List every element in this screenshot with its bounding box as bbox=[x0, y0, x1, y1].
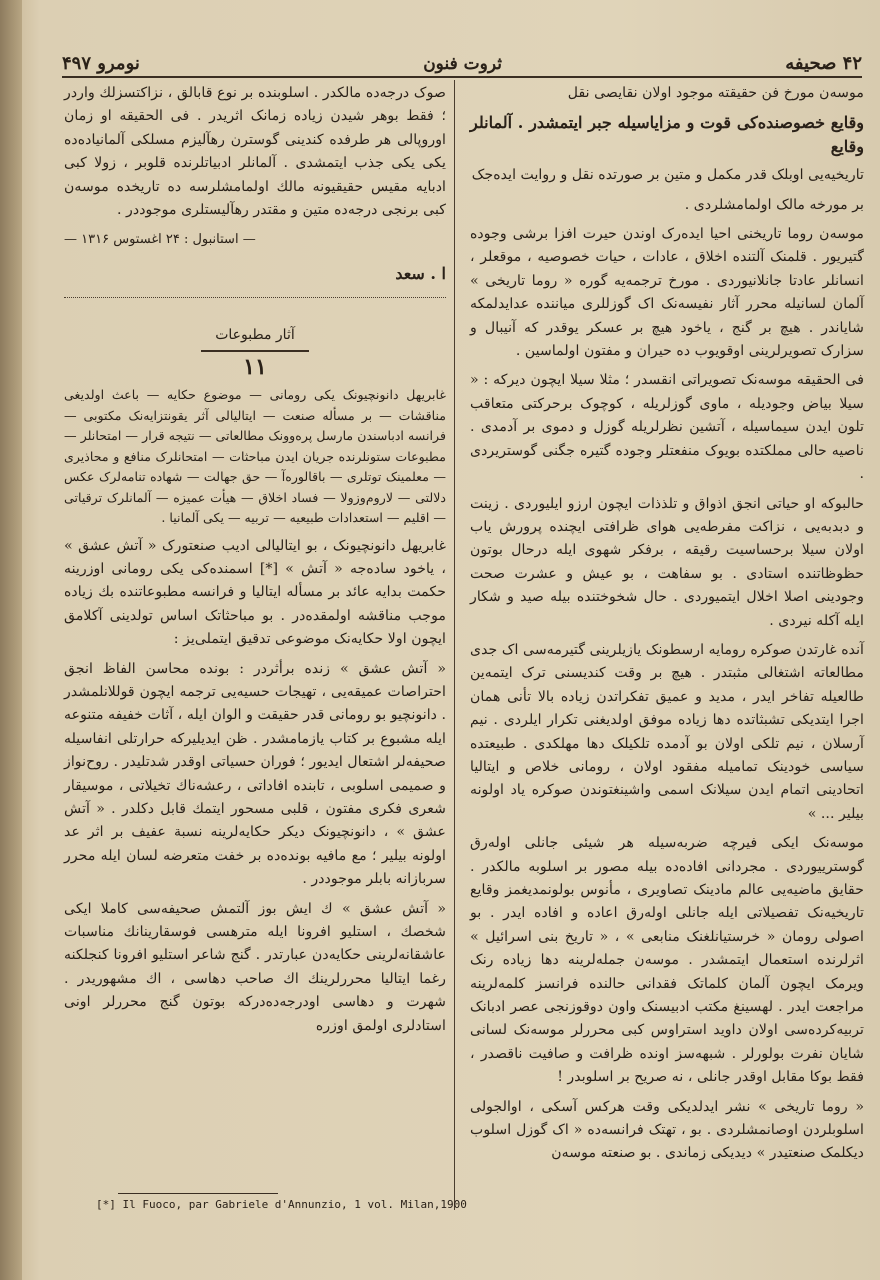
section-title: آثار مطبوعات bbox=[201, 324, 309, 351]
right-paragraph-5: موسه‌نک ایکی فیرچه ضربه‌سیله هر شیئی جانلی اوله‌رق گوسترییوردی . مجردانی افاده‌ده بیله مصور بر اسلوبه مالکدر . حقایق ماضیه‌یی عالم مادینک تصاویری ، مأنوس بولونمدیغمز وقایع تاریخیه‌نک تفصیلاتی ایله جانلی اوله‌رق اعاده و افاده ایدر . بو اصولی رومان « خرستیانلغنک منابعی » ، « تاریخ بنی اسرائیل » اثرلرنده استعمال ایتمشدر . موسه‌ن جمله‌لرینه دها زیاده رنک ویرمک ایچون آلمان کلماتک فقدانی حالنده فرانسز کلمه‌لرینه مراجعت ایدر . لهسینغ مکتب ادبیسنک واون دوقوزنجی عصر ادبانک تربیه‌کرده‌سی اولان داوید استراوس کبی محررلر موسه‌نک لسانی شایان نفرت بولورلر . شبهه‌سز اونده ظرافت و صافیت ناقصدر ، فقط بوکا مقابل اوقدر جانلی ، نه صریح بر اسلوبدر ! bbox=[470, 835, 864, 1086]
right-line-1: موسه‌ن مورخ فن حقیقته موجود اولان نقایصی نقل bbox=[567, 85, 864, 101]
right-column bbox=[470, 82, 864, 1172]
header-page-label bbox=[785, 53, 862, 74]
left-column bbox=[64, 82, 446, 1044]
right-line-3: تاریخیه‌یی اوبلک قدر مکمل و متین بر صورتده نقل و روایت ایده‌جک bbox=[471, 167, 864, 184]
right-line-4: بر مورخه مالک اولمامشلردی . bbox=[684, 196, 864, 213]
header-rule bbox=[62, 76, 862, 78]
right-paragraph-3: حالبوکه او حیاتی انجق اذواق و تلذذات ایچون ارزو ایلیوردی . زینت و دبدبه‌یی ، نزاکت مفرطه‌یی هوای ظرافتی ایچنده پرورش یاب اولان سیلا برحساسیت رقیقه ، برفکر شهوی ایله درحال بوتون حظوظاتنده استادی . بو سفاهت ، بو عیش و عشرت صحت وجودینی اصلا اخلال ایتمیوردی . حال شخوختنده بیله صید و شکار ایله آکله نیردی . bbox=[470, 495, 864, 629]
header-title: ثروت فنون bbox=[423, 54, 502, 74]
footnote: [*] Il Fuoco, par Gabriele d'Annunzio, 1 vol. Milan,1900 bbox=[96, 1198, 467, 1211]
header-issue-number: ۴۹۷ bbox=[62, 53, 92, 74]
right-paragraph-6: « روما تاریخی » نشر ایدلدیکی وقت هرکس آسکی ، اوالجولی اسلوبلردن اوصانمشلردی . بو ، تهتک فرانسه‌ده « اک گوزل اسلوب دیکلمک صنعتیدر » دیدیکی زماندی . بو صنعته موسه‌ن bbox=[470, 1098, 864, 1162]
section-number: ۱۱ bbox=[243, 353, 267, 380]
left-paragraph-3: « آتش عشق » ك ایش بوز آلتمش صحیفه‌سی کاملا ایکی شخصك ، استلیو افرونا ایله مترهسی فوسقارینانك مناسبات عاشقانه‌لرینی حکایه‌دن عبارتدر . گنج شاعر استلیو افرونا کنجلکنه رغما ایتالیا محررلرینك اك صاحب دهاسی ، اك مشهوریدر . شهرت و دهاسی اودرجه‌ده‌درکه بوتون گنج محررلر اونی استادلری اولمق اوزره bbox=[64, 900, 446, 1034]
right-paragraph-2: فی الحقیقه موسه‌نک تصویراتی انقسدر ؛ مثلا سیلا ایچون دیرکه : « سیلا بیاض وجودیله ، ماوی گوزلریله ، کوچوک برحرکتی متعاقب تلون ایدن سیماسیله ، آتشین نظرلریله گوزل و دموی بر آدمدی . ناصیه حالی مملکتده بویوک منفعتلر وجوده گتیره جگنی گوستریردی . bbox=[470, 372, 864, 483]
left-intro-paragraph: صوک درجه‌ده مالکدر . اسلوبنده بر نوع قابالق ، نزاکتسزلك واردر ؛ فقط بوهر شیدن زیاده زمانک اثریدر . فی الحقیقه او زمان اوروپالی هر طرفده کندینی گوسترن رهآلیزم مسلکی آلمانیاده‌ده یکی یکی جذب ایتمشدی . آلمانلر ادبیاتلرنده قلوبر ، زولا کبی ادبایه مقیس حقیقیونه مالك اولمامشلرسه ده تاریخده موسه‌ن کبی برنجی درجه‌ده متین و مقتدر رهآلیستلری موجوددر . bbox=[64, 85, 446, 219]
right-line-2: وقایع خصوصنده‌کی قوت و مزایاسیله جبر ایتمشدر . آلمانلر وقایع bbox=[470, 113, 864, 156]
author-initials: ا . سعد bbox=[395, 263, 446, 283]
section-heading bbox=[64, 324, 446, 379]
header-section-word: صحیفه bbox=[785, 53, 837, 74]
left-paragraph-2: « آتش عشق » زنده برأثردر : بونده محاسن الفاظ انجق احتراصات عمیقه‌یی ، تهیجات حسیه‌یی ترجمه ایچون قوللانلمشدر . دانونچیو بو رومانی قدر حقیقت و الوان ایله ، آثات خفیفه متنوعه ایله مشبوع بر کتاب یازمامشدر . ظن ایدیلیرکه حرارتلی انفاسیله صحیفه‌لر اشتعال ایدیور ؛ فوران حسیاتی اوقدر شدتلیدر . روح‌نواز و صمیمی اسلوبی ، تابنده افاداتی ، رعشه‌ناك تخیلاتی ، موسیقار شعری فکری مفتون ، قلبی مسحور ایتمك قابل دکلدر . « آتش عشق » ، دانونچیونک دیکر حکایه‌لرینه نسبة عفیف بر اثر عد اولونه بیلیر ؛ مع مافیه بونده‌ده بر خفت متعرضه لسان ایله محرر سربازانه بابلر موجوددر . bbox=[64, 660, 446, 888]
header-page-number: ۴۲ bbox=[842, 53, 862, 74]
left-paragraph-1: غابریهل دانونچیونک ، بو ایتالیالی ادیب صنعتورک « آتش عشق » ، یاخود ساده‌جه « آتش » [*] اسمنده‌کی یکی رومانی اوزرینه حکمت بدایه عائد بر مسأله ایتالیا و فرانسه مطبوعاتنده بك زیاده موجب مناقشه اولمقده‌در . بو مباحثاتک اساس تولدینی آکلامق ایچون اولا حکایه‌نک موضوعی تدقیق ایتملی‌یز : bbox=[64, 537, 446, 648]
right-paragraph-1: موسه‌ن روما تاریخنی احیا ایده‌رک اوندن حیرت افزا برشی وجوده گتیریور . قلمنک آلتنده اخلاق ، عادات ، حیات خصوصیه ، موقعلر ، انسانلر عادتا جانلانیوردی . مورخ ترجمه‌یه گوره « روما تاریخی » آلمان لسانیله محرر آثار نفیسه‌نک اک گوزللری میاننده عدایدلمکه شایاندر . هیچ بر گنج ، یاخود هیچ بر عسکر یوقدر که آنیبال و سزارک تصویرلرینی اوقویوب ده حیران و مفتون اولماسین . bbox=[470, 226, 864, 360]
article-signature-date: — استانبول : ۲۴ اغستوس ۱۳۱۶ — bbox=[64, 232, 256, 248]
dotted-separator bbox=[64, 297, 446, 310]
section-summary: غابریهل دانونچیونک یکی رومانی — موضوع حکایه — باعث اولدیغی مناقشات — بر مسأله صنعت — ایتالیالی آثر یقونتزایه‌نک مکتوبی — فرانسه ادباسندن مارسل پره‌وونک مطالعاتی — نتیجه قرار — امتحانلر — مطبوعات ستونلرنده جریان ایدن مباحثات — امتحانلرک منافع و محاذیری — معلمینک توتلری — باقالوره‌آ — حق جهالت — شهاده تنامه‌لرک عکس دلالتی — لاروم‌وزولا — فساد اخلاق — هیأت عمیزه — آلمانلرک ترقیاتی — اقلیم — استعدادات طبیعیه — تربیه — یکی آلمانیا . bbox=[64, 387, 446, 526]
header-issue-label bbox=[62, 53, 140, 74]
right-paragraph-4: آنده غارتدن صوکره رومایه ارسطونک یازیلرینی گتیرمه‌سی اک جدی مطالعاته اشتغالی مثبتدر . هیچ بر وقت کندیسنی ترک ایتمه‌ین طالعیله تفاخر ایدر ، مدید و عمیق تفکراتدن زیاده بالا تأنی همان اجرا ایتدیکی تشبثاتده دها زیاده موفق اولدیغنی تکرار ایلردی . نیم آرسلان ، نیم تلکی اولان بو آدمده تلکیلک دها مهلکدی . طبیعتده سیاسی خودینک تمامیله مفقود اولان ، رومانی خلاص و ایتالیا اتحادینی اتمام ایدن سیلانک اسمی واشینغتوندن صوکره یاد اولونه بیلیر ... » bbox=[470, 641, 864, 822]
footnote-rule bbox=[118, 1193, 278, 1194]
book-spine bbox=[0, 0, 22, 1280]
column-divider bbox=[454, 80, 455, 1210]
header-issue-word: نومرو bbox=[97, 53, 140, 74]
page-header bbox=[62, 40, 862, 74]
